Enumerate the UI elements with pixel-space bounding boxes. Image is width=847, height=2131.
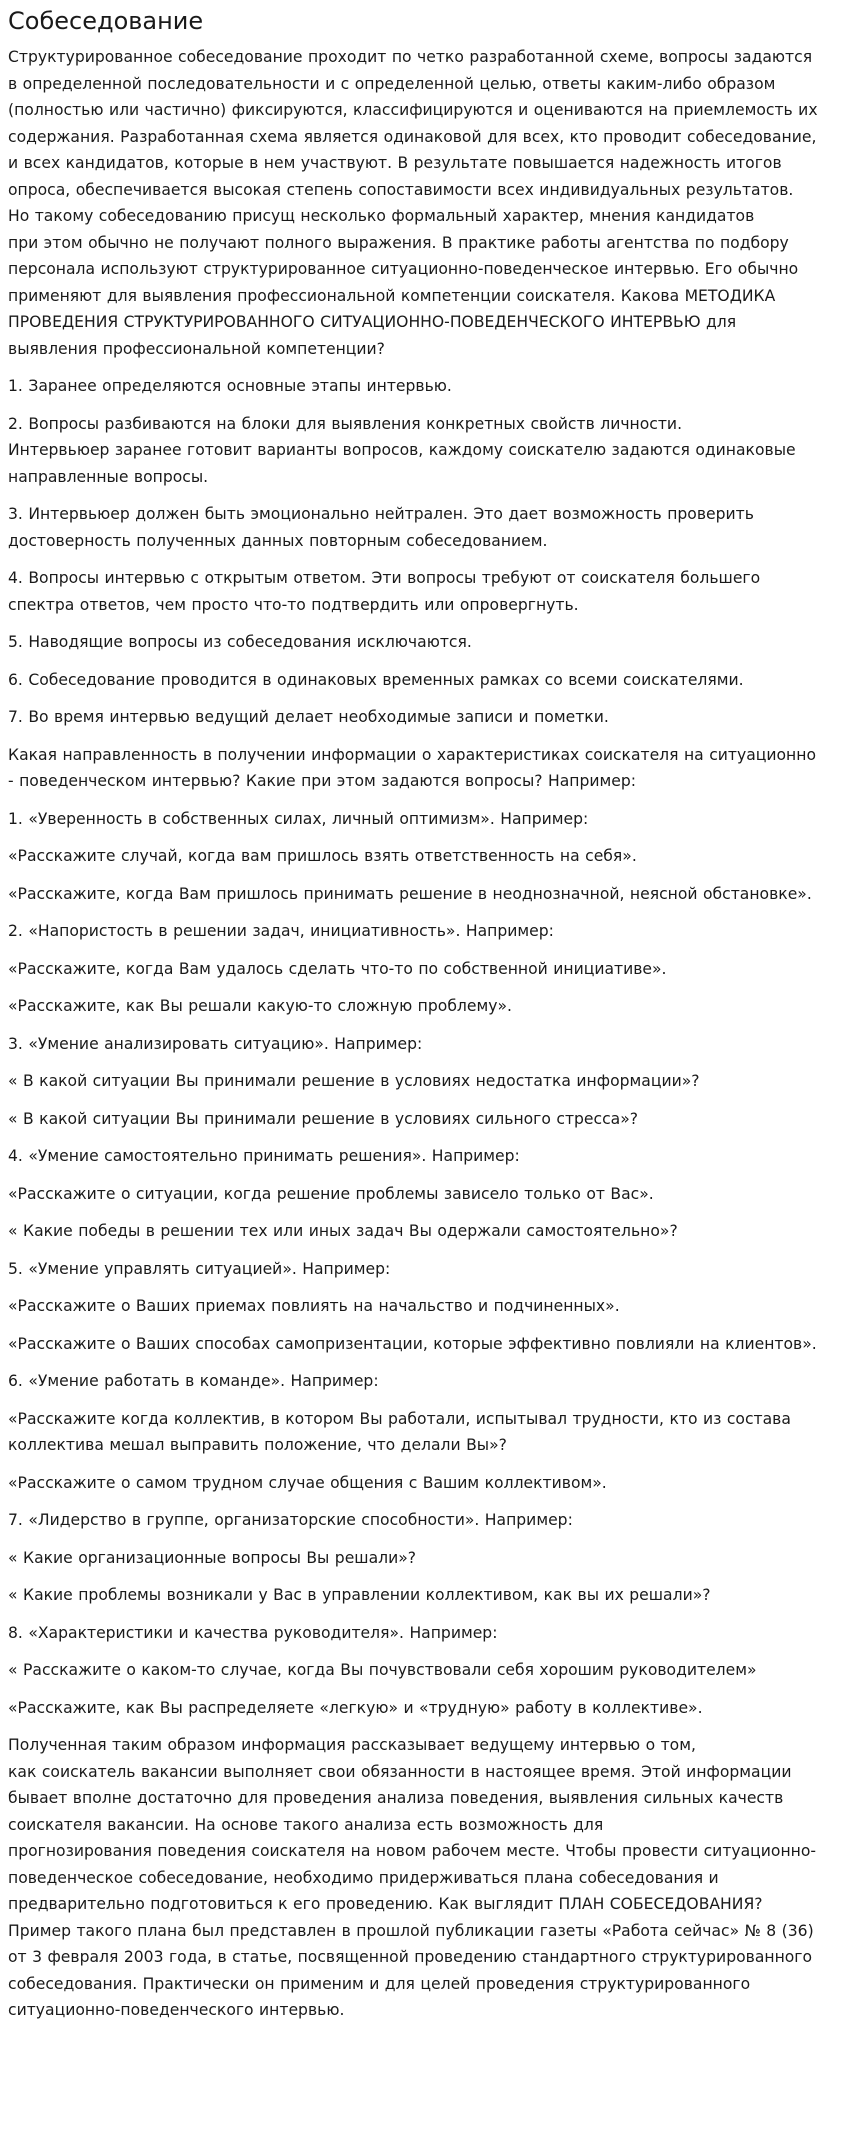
example-question: « В какой ситуации Вы принимали решение в условиях сильного стресса»? [8, 1109, 639, 1128]
article-body [8, 44, 837, 2024]
example-question: « В какой ситуации Вы принимали решение в условиях недостатка информации»? [8, 1072, 700, 1090]
example-question: «Расскажите, когда Вам пришлось принимать решение в неоднозначной, неясной обстановке». [8, 884, 812, 903]
intro-paragraph: Структурированное собеседование проходит по четко разработанной схеме, вопросы задаются в определенной последовательности и с определенной целью, ответы каким-либо образом (полностью или частично) фиксируются, классифицируются и оцениваются на приемлемость их содержания. Разработанная схема является одинаковой для всех, кто проводит собеседование, и всех кандидатов, которые в нем участвуют. В результате повышается надежность итогов опроса, обеспечивается высокая степень сопоставимости всех индивидуальных результатов. Но такому собеседованию присущ несколько формальный характер, мнения кандидатов при этом обычно не получают полного выражения. В практике работы агентства по подбору персонала используют структурированное ситуационно-поведенческое интервью. Его обычно применяют для выявления профессиональной компетенции соискателя. Какова МЕТОДИКА ПРОВЕДЕНИЯ СТРУКТУРИРОВАННОГО СИТУАЦИОННО-ПОВЕДЕНЧЕСКОГО ИНТЕРВЬЮ для выявления профессиональной компетенции? [8, 48, 818, 358]
closing-paragraph: Полученная таким образом информация рассказывает ведущему интервью о том, как соискатель вакансии выполняет свои обязанности в настоящее время. Этой информации бывает вполне достаточно для проведения анализа поведения, выявления сильных качеств соискателя вакансии. На основе такого анализа есть возможность для прогнозирования поведения соискателя на новом рабочем месте. Чтобы провести ситуационно- поведенческое собеседование, необходимо придерживаться плана собеседования и предварительно подготовиться к его проведению. Как выглядит ПЛАН СОБЕСЕДОВАНИЯ? Пример такого плана был представлен в прошлой публикации газеты «Работа сейчас» № 8 (36) от 3 февраля 2003 года, в статье, посвященной проведению стандартного структурированного собеседования. Практически он применим и для целей проведения структурированного ситуационно-поведенческого интервью. [8, 1736, 817, 2019]
competency-heading: 6. «Умение работать в команде». Например: [8, 1372, 379, 1390]
example-question: «Расскажите о Ваших приемах повлиять на начальство и подчиненных». [8, 1297, 620, 1315]
example-question: «Расскажите случай, когда вам пришлось взять ответственность на себя». [8, 847, 637, 865]
list-item: 2. Вопросы разбиваются на блоки для выявления конкретных свойств личности. Интервьюер заранее готовит варианты вопросов, каждому соискателю задаются одинаковые направленные вопросы. [8, 414, 796, 486]
list-item: 4. Вопросы интервью с открытым ответом. Эти вопросы требуют от соискателя большего спектра ответов, чем просто что-то подтвердить или опровергнуть. [8, 569, 761, 614]
competency-heading: 7. «Лидерство в группе, организаторские способности». Например: [8, 1511, 573, 1529]
competency-heading: 5. «Умение управлять ситуацией». Например: [8, 1259, 391, 1278]
competency-heading: 3. «Умение анализировать ситуацию». Например: [8, 1034, 423, 1053]
example-question: «Расскажите, как Вы решали какую-то сложную проблему». [8, 997, 512, 1015]
competency-heading: 4. «Умение самостоятельно принимать решения». Например: [8, 1147, 520, 1165]
example-question: «Расскажите когда коллектив, в котором Вы работали, испытывал трудности, кто из состава коллектива мешал выправить положение, что делали Вы»? [8, 1409, 791, 1454]
page-title: Собеседование [8, 7, 204, 35]
example-question: «Расскажите о ситуации, когда решение проблемы зависело только от Вас». [8, 1184, 654, 1203]
list-item: 3. Интервьюер должен быть эмоционально нейтрален. Это дает возможность проверить достоверность полученных данных повторным собеседованием. [8, 505, 754, 550]
example-question: « Какие победы в решении тех или иных задач Вы одержали самостоятельно»? [8, 1222, 678, 1240]
list-item: 6. Собеседование проводится в одинаковых временных рамках со всеми соискателями. [8, 670, 744, 689]
list-item: 5. Наводящие вопросы из собеседования исключаются. [8, 633, 472, 651]
example-question: «Расскажите о самом трудном случае общения с Вашим коллективом». [8, 1473, 607, 1492]
example-question: « Расскажите о каком-то случае, когда Вы почувствовали себя хорошим руководителем» [8, 1661, 757, 1679]
example-question: «Расскажите, когда Вам удалось сделать что-то по собственной инициативе». [8, 959, 667, 978]
list-item: 1. Заранее определяются основные этапы интервью. [8, 377, 452, 395]
example-question: «Расскажите о Ваших способах самопризентации, которые эффективно повлияли на клиентов». [8, 1334, 817, 1353]
competency-heading: 2. «Напористость в решении задач, инициативность». Например: [8, 922, 554, 940]
competency-heading: 1. «Уверенность в собственных силах, личный оптимизм». Например: [8, 809, 589, 828]
example-question: « Какие организационные вопросы Вы решали»? [8, 1548, 417, 1567]
section-question: Какая направленность в получении информации о характеристиках соискателя на ситуационно - поведенческом интервью? Какие при этом задаются вопросы? Например: [8, 745, 816, 790]
example-question: « Какие проблемы возникали у Вас в управлении коллективом, как вы их решали»? [8, 1586, 711, 1604]
list-item: 7. Во время интервью ведущий делает необходимые записи и пометки. [8, 708, 609, 726]
competency-heading: 8. «Характеристики и качества руководителя». Например: [8, 1623, 498, 1642]
example-question: «Расскажите, как Вы распределяете «легкую» и «трудную» работу в коллективе». [8, 1698, 703, 1717]
